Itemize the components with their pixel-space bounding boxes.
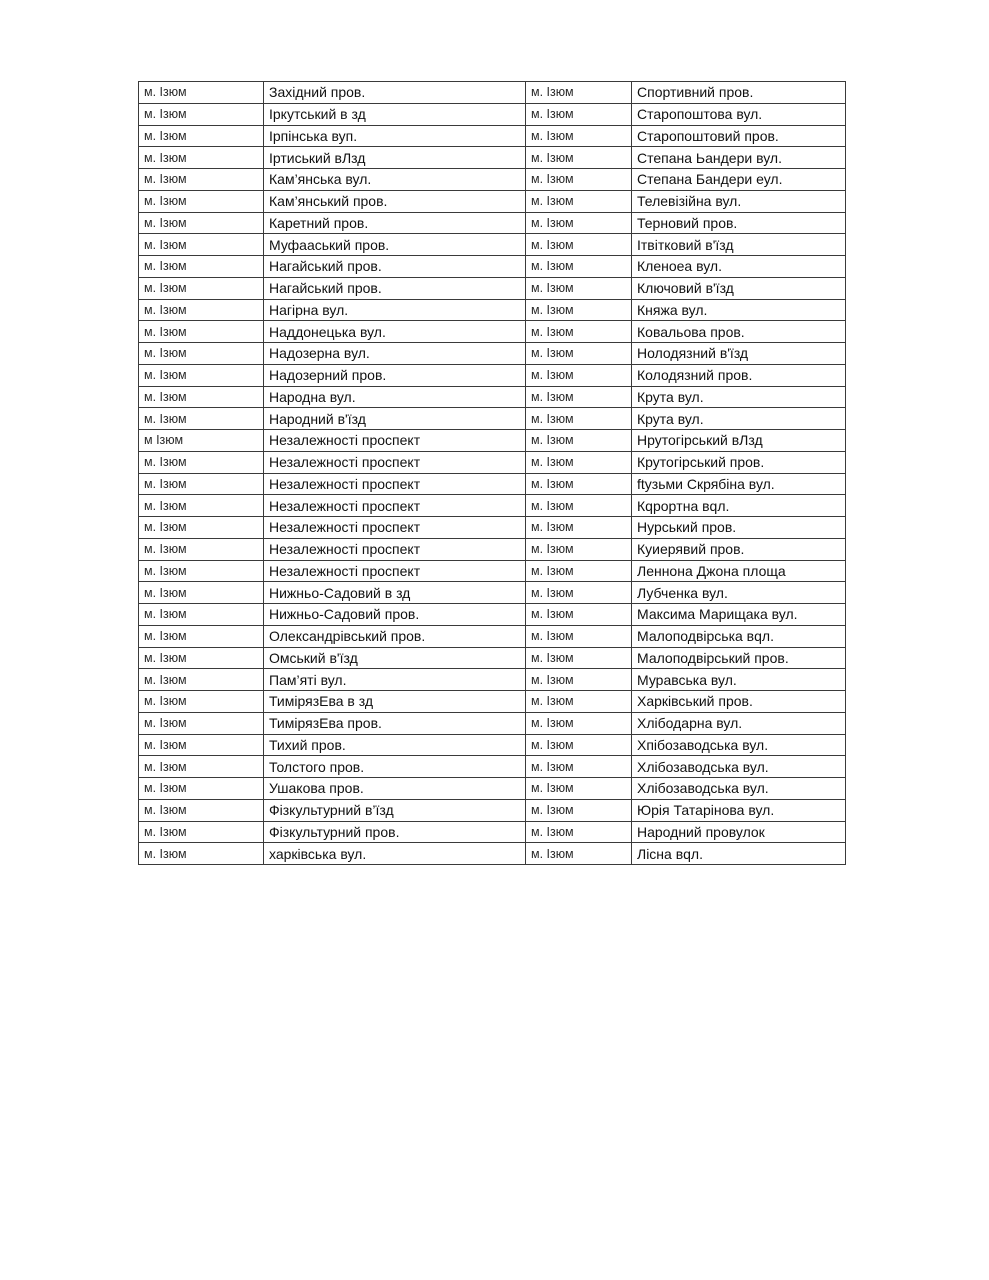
table-row <box>139 756 846 778</box>
table-row <box>139 473 846 495</box>
table-row <box>139 430 846 452</box>
city-cell-left: м. Ізюм <box>139 669 264 691</box>
street-cell-left: Нижньо-Садовий в зд <box>264 582 526 604</box>
table-row <box>139 343 846 365</box>
street-cell-right: Крута вул. <box>632 408 846 430</box>
street-cell-left: Незалежності проспект <box>264 473 526 495</box>
table-row <box>139 625 846 647</box>
street-cell-left: Кам’янська вул. <box>264 169 526 191</box>
city-cell-left: м. Ізюм <box>139 277 264 299</box>
city-cell-right: м. Ізюм <box>526 321 632 343</box>
table-row <box>139 691 846 713</box>
city-cell-left: м. Ізюм <box>139 103 264 125</box>
city-cell-right: м. Ізюм <box>526 451 632 473</box>
city-cell-left: м. Ізюм <box>139 125 264 147</box>
street-cell-left: Пам’яті вул. <box>264 669 526 691</box>
city-cell-right: м. Ізюм <box>526 103 632 125</box>
city-cell-left: м. Ізюм <box>139 647 264 669</box>
street-cell-right: Княжа вул. <box>632 299 846 321</box>
city-cell-left: м. Ізюм <box>139 691 264 713</box>
street-cell-left: Народна вул. <box>264 386 526 408</box>
city-cell-left: м. Ізюм <box>139 321 264 343</box>
street-cell-right: Телевізійна вул. <box>632 190 846 212</box>
street-cell-left: харківська вул. <box>264 843 526 865</box>
city-cell-left: м. Ізюм <box>139 495 264 517</box>
table-row <box>139 234 846 256</box>
table-row <box>139 843 846 865</box>
city-cell-left: м. Ізюм <box>139 756 264 778</box>
city-cell-left: м. Ізюм <box>139 234 264 256</box>
street-cell-left: Фізкультурний в’їзд <box>264 799 526 821</box>
street-cell-left: Нижньо-Садовий пров. <box>264 604 526 626</box>
street-cell-left: Нагайський пров. <box>264 256 526 278</box>
city-cell-left: м. Ізюм <box>139 169 264 191</box>
city-cell-right: м. Ізюм <box>526 386 632 408</box>
city-cell-left: м. Ізюм <box>139 299 264 321</box>
street-cell-left: Незалежності проспект <box>264 560 526 582</box>
table-row <box>139 364 846 386</box>
street-cell-right: Степана Ьандери вул. <box>632 147 846 169</box>
street-cell-left: Нагайський пров. <box>264 277 526 299</box>
city-cell-right: м. Ізюм <box>526 495 632 517</box>
city-cell-right: м. Ізюм <box>526 604 632 626</box>
street-cell-right: Нурський пров. <box>632 517 846 539</box>
table-row <box>139 582 846 604</box>
street-cell-right: Нрутогірський вЛзд <box>632 430 846 452</box>
street-cell-right: Малоподвірська вqл. <box>632 625 846 647</box>
city-cell-left: м. Ізюм <box>139 625 264 647</box>
table-row <box>139 647 846 669</box>
street-cell-left: Кам’янський пров. <box>264 190 526 212</box>
table-row <box>139 604 846 626</box>
table-row <box>139 734 846 756</box>
city-cell-right: м. Ізюм <box>526 125 632 147</box>
street-cell-right: Лісна вqл. <box>632 843 846 865</box>
street-cell-left: Толстого пров. <box>264 756 526 778</box>
city-cell-left: м. Ізюм <box>139 343 264 365</box>
city-cell-right: м. Ізюм <box>526 256 632 278</box>
city-cell-right: м. Ізюм <box>526 647 632 669</box>
street-cell-right: Крута вул. <box>632 386 846 408</box>
city-cell-left: м. Ізюм <box>139 451 264 473</box>
table-row <box>139 778 846 800</box>
street-cell-left: Незалежності проспект <box>264 538 526 560</box>
city-cell-right: м. Ізюм <box>526 82 632 104</box>
city-cell-right: м. Ізюм <box>526 190 632 212</box>
street-cell-right: Куиерявий пров. <box>632 538 846 560</box>
table-row <box>139 299 846 321</box>
street-cell-right: Старопоштова вул. <box>632 103 846 125</box>
street-cell-left: Тихий пров. <box>264 734 526 756</box>
city-cell-right: м. Ізюм <box>526 691 632 713</box>
street-cell-right: Народний провулок <box>632 821 846 843</box>
city-cell-left: м. Ізюм <box>139 712 264 734</box>
table-row <box>139 538 846 560</box>
city-cell-left: м. Ізюм <box>139 256 264 278</box>
city-cell-right: м. Ізюм <box>526 364 632 386</box>
table-row <box>139 125 846 147</box>
street-table <box>138 81 846 865</box>
street-cell-left: Іртиський вЛзд <box>264 147 526 169</box>
city-cell-left: м. Ізюм <box>139 538 264 560</box>
city-cell-right: м. Ізюм <box>526 778 632 800</box>
city-cell-left: м. Ізюм <box>139 408 264 430</box>
street-cell-right: Спортивний пров. <box>632 82 846 104</box>
city-cell-right: м. Ізюм <box>526 430 632 452</box>
city-cell-left: м. Ізюм <box>139 147 264 169</box>
street-cell-right: Лубченка вул. <box>632 582 846 604</box>
table-row <box>139 712 846 734</box>
city-cell-right: м. Ізюм <box>526 799 632 821</box>
street-cell-right: Хлібодарна вул. <box>632 712 846 734</box>
street-list-sheet <box>138 81 845 865</box>
street-cell-right: Ітвітковий в'їзд <box>632 234 846 256</box>
table-row <box>139 451 846 473</box>
street-cell-left: Незалежності проспект <box>264 517 526 539</box>
street-cell-right: Крутогірський пров. <box>632 451 846 473</box>
table-row <box>139 103 846 125</box>
city-cell-right: м. Ізюм <box>526 821 632 843</box>
city-cell-left: м. Ізюм <box>139 843 264 865</box>
street-cell-left: ТимірязЕва пров. <box>264 712 526 734</box>
street-cell-right: Леннона Джона площа <box>632 560 846 582</box>
street-cell-right: Харківський пров. <box>632 691 846 713</box>
city-cell-right: м. Ізюм <box>526 560 632 582</box>
street-cell-right: Хлібозаводська вул. <box>632 778 846 800</box>
city-cell-right: м. Ізюм <box>526 147 632 169</box>
table-row <box>139 82 846 104</box>
street-cell-right: Ковальова пров. <box>632 321 846 343</box>
city-cell-left: м. Ізюм <box>139 799 264 821</box>
city-cell-right: м. Ізюм <box>526 538 632 560</box>
street-cell-left: Надозерна вул. <box>264 343 526 365</box>
street-cell-right: Старопоштовий пров. <box>632 125 846 147</box>
street-cell-left: Омський в'їзд <box>264 647 526 669</box>
table-row <box>139 321 846 343</box>
street-cell-left: Ірпінська вуп. <box>264 125 526 147</box>
street-cell-right: Муравська вул. <box>632 669 846 691</box>
city-cell-right: м. Ізюм <box>526 669 632 691</box>
table-row <box>139 560 846 582</box>
city-cell-right: м. Ізюм <box>526 212 632 234</box>
table-row <box>139 169 846 191</box>
table-row <box>139 408 846 430</box>
street-cell-left: Західний пров. <box>264 82 526 104</box>
street-cell-left: Іркутський в зд <box>264 103 526 125</box>
table-row <box>139 277 846 299</box>
city-cell-left: м. Ізюм <box>139 604 264 626</box>
street-cell-right: Максима Марищака вул. <box>632 604 846 626</box>
city-cell-right: м. Ізюм <box>526 517 632 539</box>
street-cell-right: Степана Бандери еул. <box>632 169 846 191</box>
city-cell-left: м. Ізюм <box>139 821 264 843</box>
street-cell-left: Каретний пров. <box>264 212 526 234</box>
street-cell-left: Незалежності проспект <box>264 451 526 473</box>
city-cell-left: м. Ізюм <box>139 517 264 539</box>
city-cell-right: м. Ізюм <box>526 408 632 430</box>
city-cell-left: м. Ізюм <box>139 560 264 582</box>
table-row <box>139 495 846 517</box>
city-cell-left: м Ізюм <box>139 430 264 452</box>
city-cell-left: м. Ізюм <box>139 473 264 495</box>
city-cell-right: м. Ізюм <box>526 756 632 778</box>
city-cell-right: м. Ізюм <box>526 473 632 495</box>
city-cell-left: м. Ізюм <box>139 778 264 800</box>
street-cell-right: ftyзьми Скрябіна вул. <box>632 473 846 495</box>
city-cell-right: м. Ізюм <box>526 734 632 756</box>
table-row <box>139 190 846 212</box>
table-row <box>139 669 846 691</box>
city-cell-right: м. Ізюм <box>526 843 632 865</box>
street-cell-right: Терновий пров. <box>632 212 846 234</box>
street-cell-left: Фізкультурний пров. <box>264 821 526 843</box>
city-cell-left: м. Ізюм <box>139 190 264 212</box>
street-cell-left: Надозерний пров. <box>264 364 526 386</box>
city-cell-left: м. Ізюм <box>139 734 264 756</box>
city-cell-right: м. Ізюм <box>526 343 632 365</box>
table-row <box>139 147 846 169</box>
city-cell-right: м. Ізюм <box>526 299 632 321</box>
city-cell-left: м. Ізюм <box>139 386 264 408</box>
city-cell-right: м. Ізюм <box>526 234 632 256</box>
street-cell-left: Незалежності проспект <box>264 495 526 517</box>
street-cell-right: Хлібозаводська вул. <box>632 756 846 778</box>
city-cell-left: м. Ізюм <box>139 364 264 386</box>
street-cell-right: Малоподвірський пров. <box>632 647 846 669</box>
city-cell-right: м. Ізюм <box>526 625 632 647</box>
street-table-body <box>139 82 846 865</box>
city-cell-right: м. Ізюм <box>526 169 632 191</box>
city-cell-left: м. Ізюм <box>139 582 264 604</box>
table-row <box>139 799 846 821</box>
street-cell-left: Незалежності проспект <box>264 430 526 452</box>
street-cell-right: Кленоеа вул. <box>632 256 846 278</box>
street-cell-right: Нолодязний в'їзд <box>632 343 846 365</box>
table-row <box>139 821 846 843</box>
street-cell-left: Ушакова пров. <box>264 778 526 800</box>
table-row <box>139 212 846 234</box>
city-cell-right: м. Ізюм <box>526 582 632 604</box>
city-cell-left: м. Ізюм <box>139 212 264 234</box>
city-cell-right: м. Ізюм <box>526 712 632 734</box>
street-cell-right: Ключовий в'їзд <box>632 277 846 299</box>
street-cell-left: Олександрівський пров. <box>264 625 526 647</box>
street-cell-left: Народний в'їзд <box>264 408 526 430</box>
street-cell-right: Кqроpтна вqл. <box>632 495 846 517</box>
table-row <box>139 517 846 539</box>
street-cell-left: Муфааський пров. <box>264 234 526 256</box>
street-cell-right: Колодязний пров. <box>632 364 846 386</box>
city-cell-left: м. Ізюм <box>139 82 264 104</box>
table-row <box>139 386 846 408</box>
street-cell-right: Хпібозаводська вул. <box>632 734 846 756</box>
street-cell-left: Нагірна вул. <box>264 299 526 321</box>
street-cell-left: Наддонецька вул. <box>264 321 526 343</box>
street-cell-right: Юрія Татарінова вул. <box>632 799 846 821</box>
city-cell-right: м. Ізюм <box>526 277 632 299</box>
street-cell-left: ТимірязЕва в зд <box>264 691 526 713</box>
table-row <box>139 256 846 278</box>
